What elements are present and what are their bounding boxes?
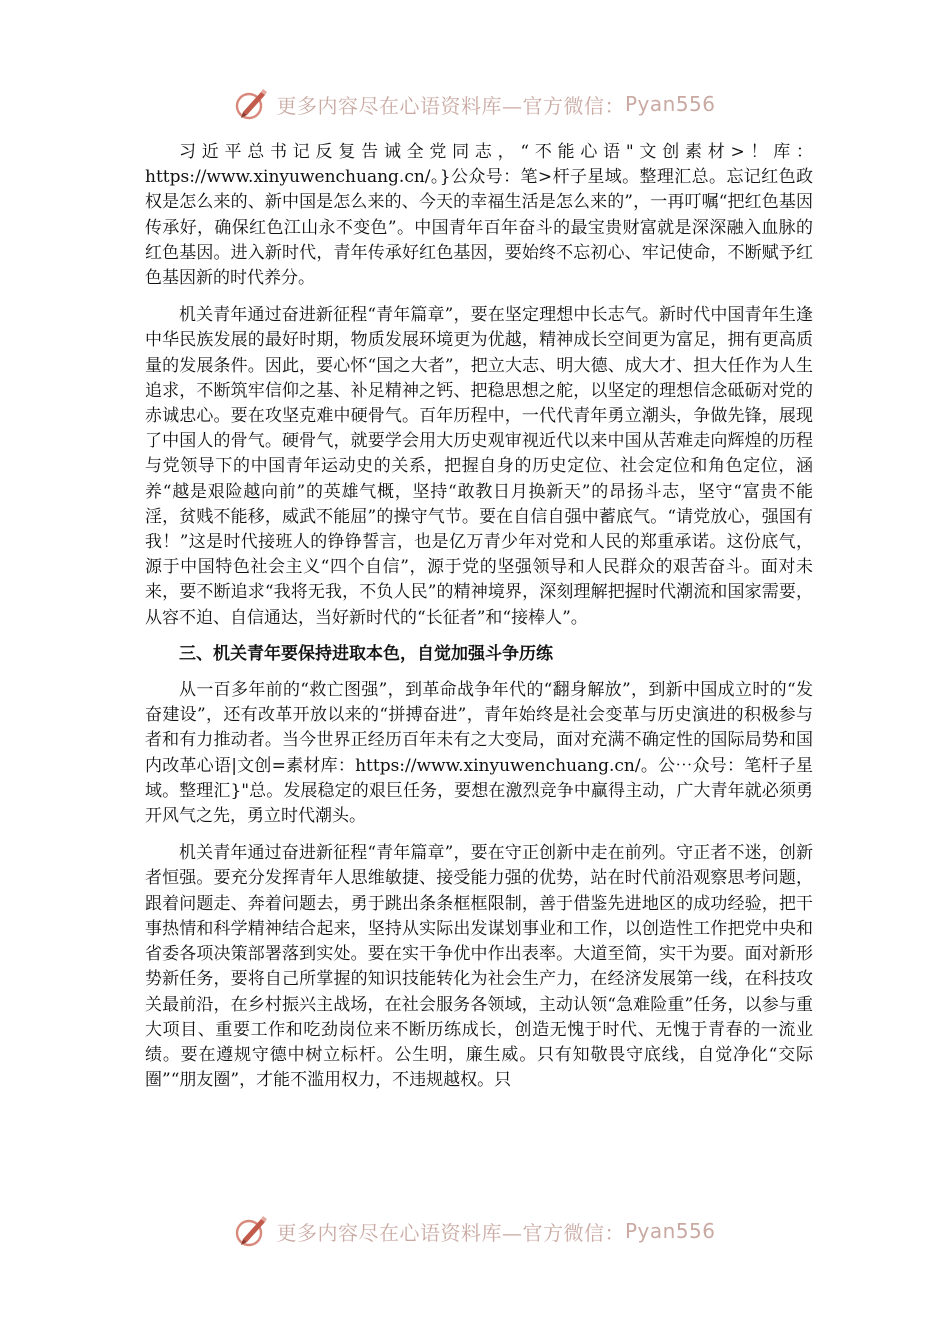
wechat-id: Pyan556 [624, 92, 716, 116]
paragraph-ideals: 机关青年通过奋进新征程“青年篇章”，要在坚定理想中长志气。新时代中国青年生逢中华民族发展的最好时期，物质发展环境更为优越，精神成长空间更为富足，拥有更高质量的发展条件。因此，要心怀“国之大者”，把立大志、明大德、成大才、担大任作为人生追求，不断筑牢信仰之基、补足精神之钙、把稳思想之舵，以坚定的理想信念砥砺对党的赤诚忠心。要在攻坚克难中硬骨气。百年历程中，一代代青年勇立潮头，争做先锋，展现了中国人的骨气。硬骨气，就要学会用大历史观审视近代以来中国从苦难走向辉煌的历程与党领导下的中国青年运动史的关系，把握自身的历史定位、社会定位和角色定位，涵养“越是艰险越向前”的英雄气概，坚持“敢教日月换新天”的昂扬斗志，坚守“富贵不能淫，贫贱不能移，威武不能屈”的操守气节。要在自信自强中蓄底气。“请党放心，强国有我！”这是时代接班人的铮铮誓言，也是亿万青少年对党和人民的郑重承诺。这份底气，源于中国特色社会主义“四个自信”，源于党的坚强领导和人民群众的艰苦奋斗。面对未来，要不断追求“我将无我，不负人民”的精神境界，深刻理解把握时代潮流和国家需要，从容不迫、自信通达，当好新时代的“长征者”和“接棒人”。 [145, 305, 813, 628]
pen-logo-icon [234, 86, 270, 122]
header-watermark-banner [0, 84, 950, 124]
paragraph-red-gene: 习近平总书记反复告诫全党同志，“不能心语"文创素材>！库：https://www.xinyuwenchuang.cn/。}公众号：笔>杆子星域。整理汇总。忘记红色政权是怎么来的、新中国是怎么来的、今天的幸福生活是怎么来的”，一再叮嘱“把红色基因传承好，确保红色江山永不变色”。中国青年百年奋斗的最宝贵财富就是深深融入血脉的红色基因。进入新时代，青年传承好红色基因，要始终不忘初心、牢记使命，不断赋予红色基因新的时代养分。 [145, 142, 813, 289]
paragraph-innovation: 机关青年通过奋进新征程“青年篇章”，要在守正创新中走在前列。守正者不迷，创新者恒强。要充分发挥青年人思维敏捷、接受能力强的优势，站在时代前沿观察思考问题，跟着问题走、奔着问题去，勇于跳出条条框框限制，善于借鉴先进地区的成功经验，把干事热情和科学精神结合起来，坚持从实际出发谋划事业和工作，以创造性工作把党中央和省委各项决策部署落到实处。要在实干争优中作出表率。大道至简，实干为要。面对新形势新任务，要将自己所掌握的知识技能转化为社会生产力，在经济发展第一线，在科技攻关最前沿，在乡村振兴主战场，在社会服务各领域，主动认领“急难险重”任务，以参与重大项目、重要工作和吃劲岗位来不断历练成长，创造无愧于时代、无愧于青春的一流业绩。要在遵规守德中树立标杆。公生明，廉生威。只有知敬畏守底线，自觉净化“交际圈”“朋友圈”，才能不滥用权力，不违规越权。只 [145, 843, 813, 1091]
wechat-id: Pyan556 [624, 1219, 716, 1243]
paragraph-history: 从一百多年前的“救亡图强”，到革命战争年代的“翻身解放”，到新中国成立时的“发奋建设”，还有改革开放以来的“拼搏奋进”，青年始终是社会变革与历史演进的积极参与者和有力推动者。当今世界正经历百年未有之大变局，面对充满不确定性的国际局势和国内改革心语|文创=素材库：https://www.xinyuwenchuang.cn/。公⋯众号：笔杆子星域。整理汇}"总。发展稳定的艰巨任务，要想在激烈竞争中赢得主动，广大青年就必须勇开风气之先，勇立时代潮头。 [145, 680, 813, 827]
document-body [145, 140, 813, 1093]
watermark-text: 更多内容尽在心语资料库—官方微信： [276, 93, 625, 118]
footer-watermark-banner [0, 1211, 950, 1251]
watermark-text: 更多内容尽在心语资料库—官方微信： [276, 1220, 625, 1245]
section-heading: 三、机关青年要保持进取本色，自觉加强斗争历练 [179, 643, 553, 664]
pen-logo-icon [234, 1213, 270, 1249]
